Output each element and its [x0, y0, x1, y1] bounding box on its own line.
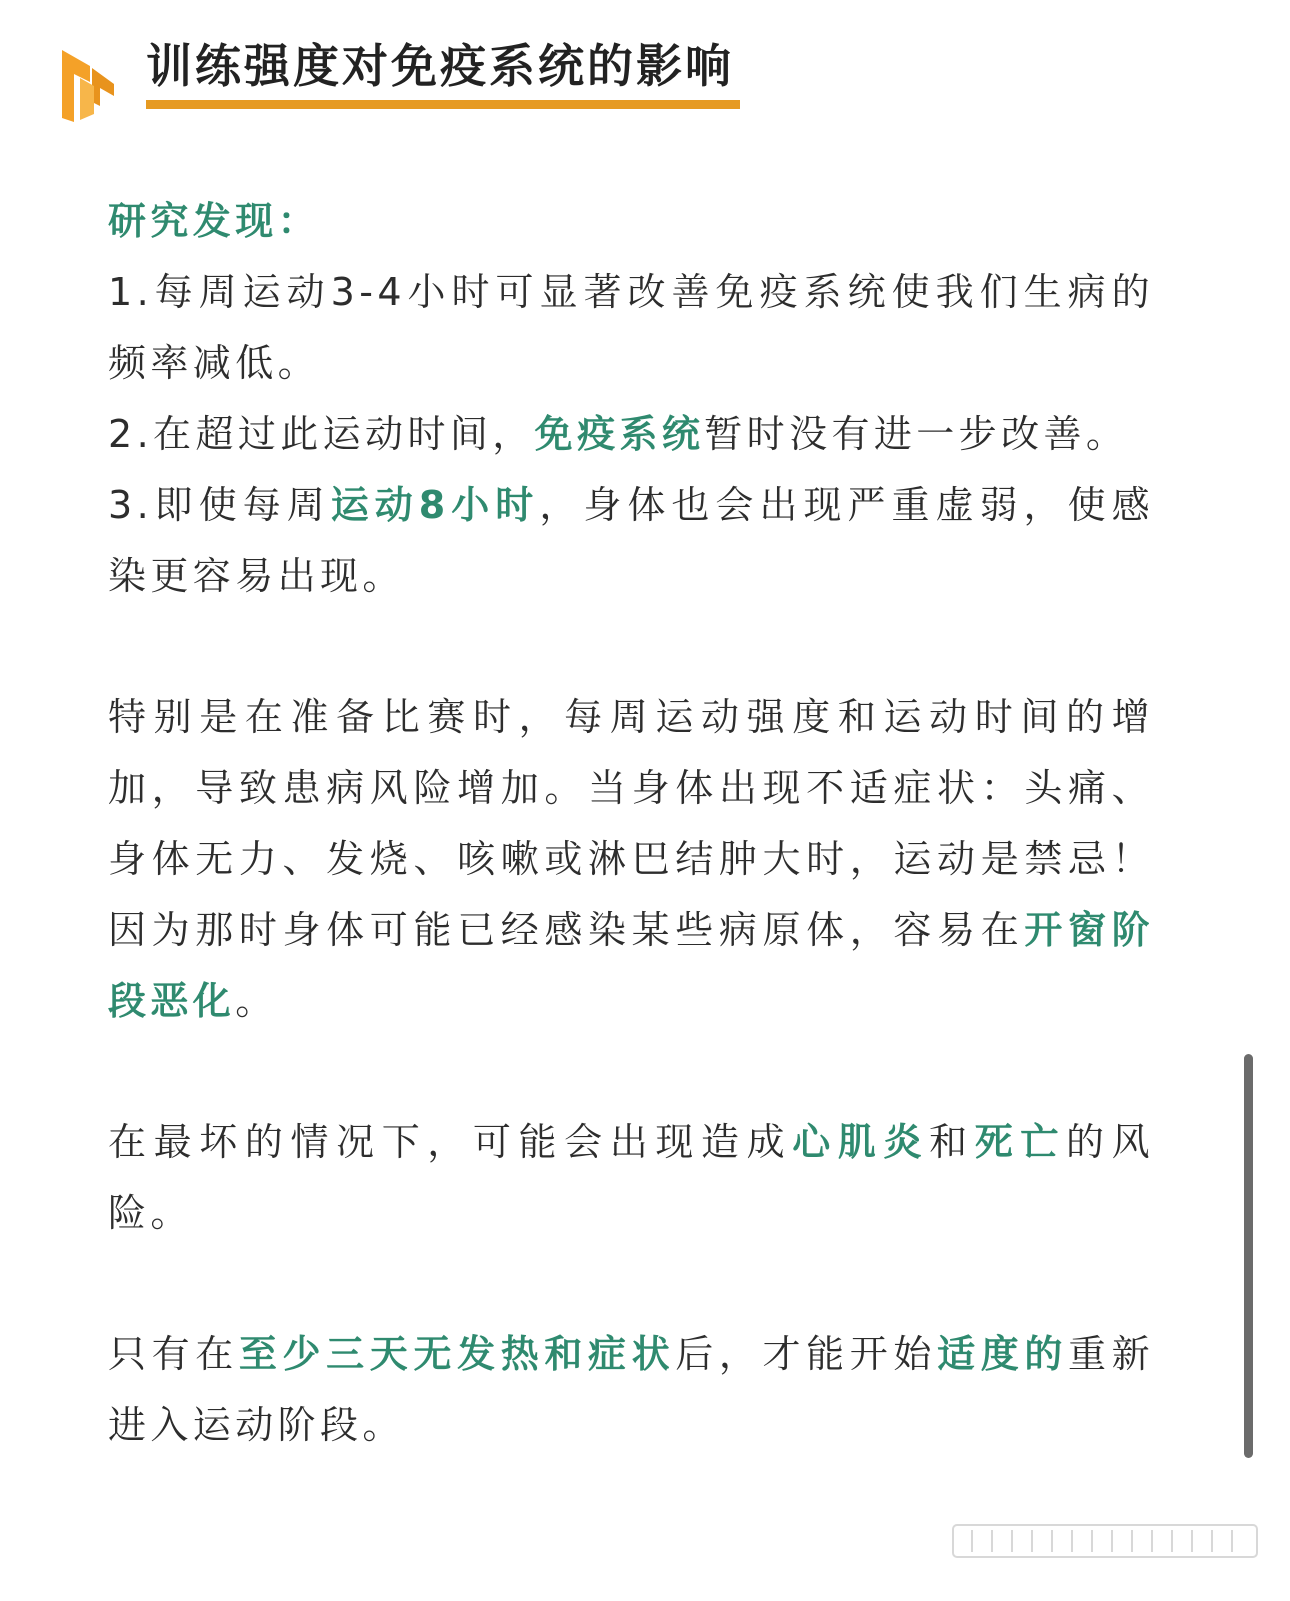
paragraph-worst-case-middle: 和	[929, 1120, 975, 1164]
article-body	[108, 186, 1154, 1461]
highlight-three-days: 至少三天无发热和症状	[238, 1332, 676, 1376]
highlight-myocarditis: 心肌炎	[792, 1120, 930, 1164]
section-heading: 研究发现：	[108, 199, 321, 243]
finding-item-1-text: 1.每周运动3-4小时可显著改善免疫系统使我们生病的频率减低。	[108, 270, 1154, 385]
paragraph-worst-case-before: 在最坏的情况下，可能会出现造成	[108, 1120, 793, 1164]
finding-item-2-before: 2.在超过此运动时间，	[108, 412, 535, 456]
finding-item-3-after: ，身体也会出现严重虚弱，使感染更容易出现。	[108, 483, 1154, 598]
highlight-death: 死亡	[974, 1120, 1066, 1164]
paragraph-return	[108, 1319, 1154, 1461]
finding-item-2	[108, 399, 1154, 470]
vertical-scrollbar[interactable]	[1244, 1054, 1253, 1458]
page-title: 训练强度对免疫系统的影响	[146, 39, 734, 93]
paragraph-worst-case-after: 的风险。	[108, 1120, 1154, 1235]
paragraph-return-middle: 后，才能开始	[675, 1332, 938, 1376]
finding-item-3-before: 3.即使每周	[108, 483, 331, 527]
finding-item-1	[108, 257, 1154, 399]
paragraph-competition-before: 特别是在准备比赛时，每周运动强度和运动时间的增加，导致患病风险增加。当身体出现不适症状：头痛、身体无力、发烧、咳嗽或淋巴结肿大时，运动是禁忌！因为那时身体可能已经感染某些病原体，容易在	[108, 695, 1154, 952]
finding-item-3	[108, 470, 1154, 612]
highlight-immune-system: 免疫系统	[534, 412, 705, 456]
highlight-open-window: 开窗阶段恶化	[108, 908, 1154, 1023]
finding-item-2-after: 暂时没有进一步改善。	[704, 412, 1129, 456]
orange-angular-logo-icon	[60, 44, 118, 124]
paragraph-competition-after: 。	[235, 979, 278, 1023]
title-underline	[146, 100, 740, 109]
paragraph-worst-case	[108, 1107, 1154, 1249]
highlight-moderate: 适度的	[937, 1332, 1068, 1376]
highlight-exercise-8h: 运动8小时	[330, 483, 540, 527]
paragraph-return-after: 重新进入运动阶段。	[108, 1332, 1155, 1447]
watermark-icon	[952, 1524, 1258, 1558]
paragraph-competition	[108, 682, 1154, 1037]
paragraph-return-before: 只有在	[108, 1332, 239, 1376]
